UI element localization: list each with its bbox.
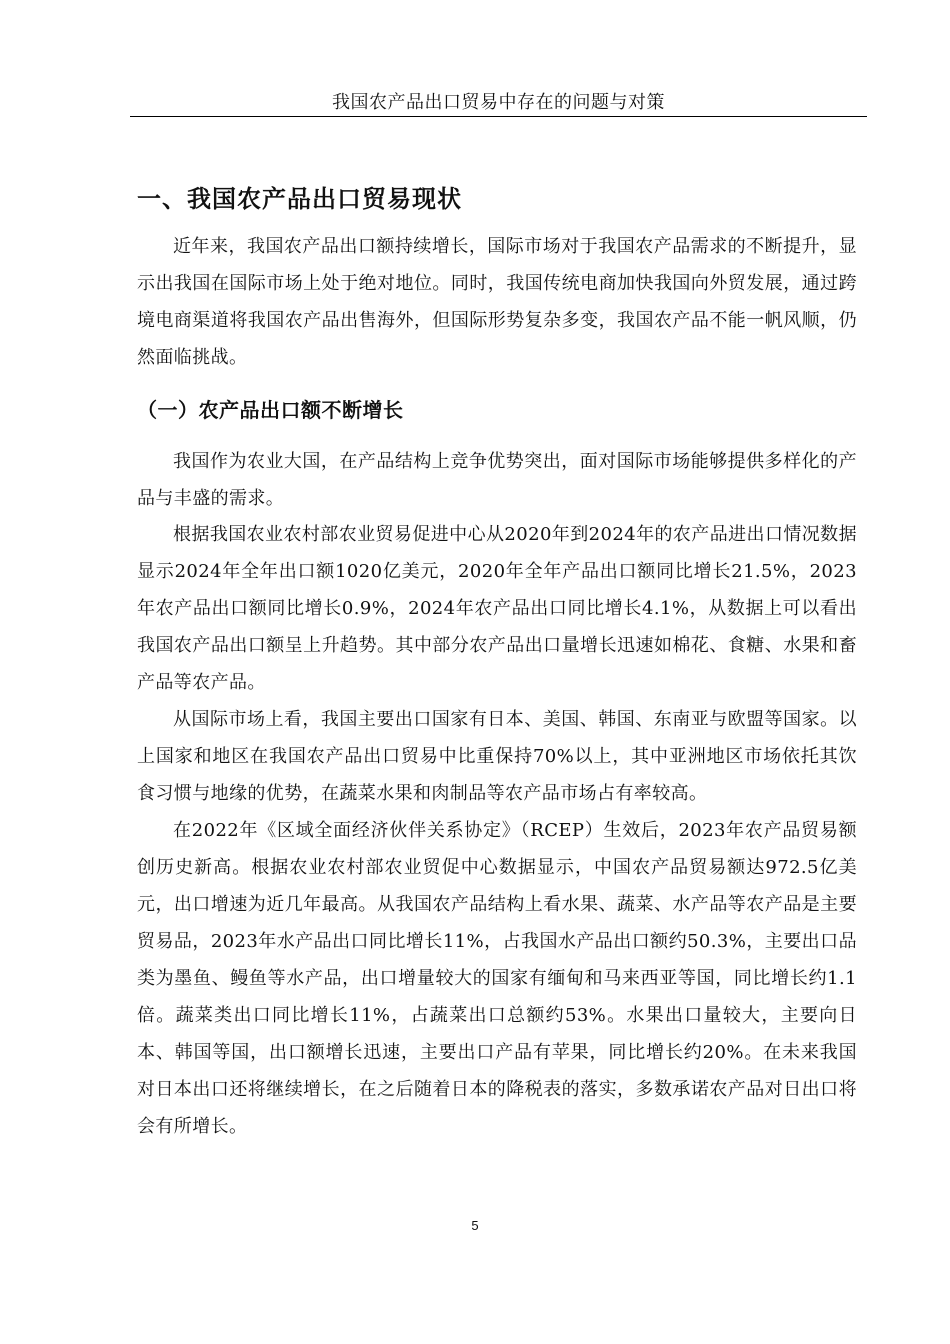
subsection-heading: （一）农产品出口额不断增长 — [137, 398, 404, 422]
intro-paragraph: 近年来，我国农产品出口额持续增长，国际市场对于我国农产品需求的不断提升，显示出我国在国际市场上处于绝对地位。同时，我国传统电商加快我国向外贸发展，通过跨境电商渠道将我国农产品出售海外，但国际形势复杂多变，我国农产品不能一帆风顺，仍然面临挑战。 — [137, 236, 857, 368]
body-paragraph: 根据我国农业农村部农业贸易促进中心从2020年到2024年的农产品进出口情况数据显示2024年全年出口额1020亿美元，2020年全年产品出口额同比增长21.5%，2023年农产品出口额同比增长0.9%，2024年农产品出口同比增长4.1%，从数据上可以看出我国农产品出口额呈上升趋势。其中部分农产品出口量增长迅速如棉花、食糖、水果和畜产品等农产品。 — [137, 524, 857, 693]
header-rule — [130, 116, 867, 117]
body-paragraph: 我国作为农业大国，在产品结构上竞争优势突出，面对国际市场能够提供多样化的产品与丰盛的需求。 — [137, 451, 857, 509]
body-paragraph: 从国际市场上看，我国主要出口国家有日本、美国、韩国、东南亚与欧盟等国家。以上国家和地区在我国农产品出口贸易中比重保持70%以上，其中亚洲地区市场依托其饮食习惯与地缘的优势，在蔬菜水果和肉制品等农产品市场占有率较高。 — [137, 709, 857, 804]
body-paragraph: 在2022年《区域全面经济伙伴关系协定》（RCEP）生效后，2023年农产品贸易额创历史新高。根据农业农村部农业贸促中心数据显示，中国农产品贸易额达972.5亿美元，出口增速为近几年最高。从我国农产品结构上看水果、蔬菜、水产品等农产品是主要贸易品，2023年水产品出口同比增长11%，占我国水产品出口额约50.3%，主要出口品类为墨鱼、鳗鱼等水产品，出口增量较大的国家有缅甸和马来西亚等国，同比增长约1.1倍。蔬菜类出口同比增长11%，占蔬菜出口总额约53%。水果出口量较大，主要向日本、韩国等国，出口额增长迅速，主要出口产品有苹果，同比增长约20%。在未来我国对日本出口还将继续增长，在之后随着日本的降税表的落实，多数承诺农产品对日出口将会有所增长。 — [137, 820, 857, 1137]
section-heading: 一、我国农产品出口贸易现状 — [137, 185, 462, 213]
running-header: 我国农产品出口贸易中存在的问题与对策 — [332, 92, 665, 113]
page-number: 5 — [471, 1218, 479, 1233]
